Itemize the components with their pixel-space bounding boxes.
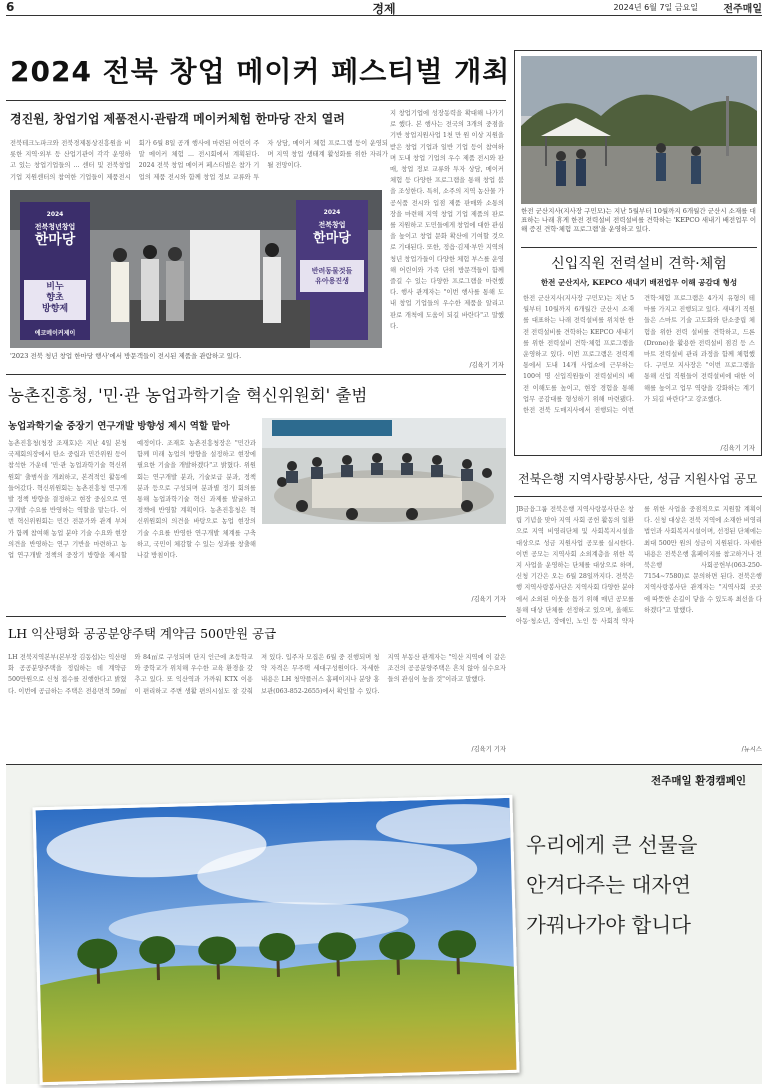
divider <box>521 247 757 248</box>
banner-left-line1: 전북청년창업 <box>34 223 76 231</box>
campaign-label: 전주매일 환경캠페인 <box>651 775 746 787</box>
divider <box>6 374 506 375</box>
banner-right-year: 2024 <box>323 209 341 216</box>
banner-left-word: 향초 <box>46 293 64 303</box>
banner-left-line2: 한마당 <box>34 232 76 248</box>
banner-right-line2: 한마당 <box>313 231 351 246</box>
festival-photo-caption: '2023 전북 청년 창업 한마당 행사'에서 방문객들이 전시된 제품을 관람하고 있다. <box>10 352 242 360</box>
banner-right-word: 유아용진생 <box>315 277 349 285</box>
banner-left <box>24 208 86 247</box>
environment-campaign-ad <box>6 764 762 1084</box>
banner-right-line1: 전북창업 <box>318 221 346 229</box>
byline: /김육기 기자 <box>471 746 506 753</box>
byline: /김육기 기자 <box>469 362 504 369</box>
page-number: 6 <box>6 0 15 14</box>
article-body-maker-festival-cont: 지 창업기업에 성장동력을 확대해 나가기로 했다. 본 행사는 전국의 3개의 중점을 기반 창업지원사업 1천 만 원 이상 지원을 받은 창업 기업과 일반 기업 등이 참여하며 도내 창업 기업의 우수 제품 전시와 판매, 창업 정보 교류와 투자 상담, 메이커 체험 등 다양한 프로그램을 통해 창업 붐을 조성한다. 특히, 소주의 지역 농산물 가공식품 전시와 입점 제품 판매와 소통의 장을 마련해 지역 창업 기업 제품의 판로를 지원하고 도민들에게 창업에 대한 관심을 높이고 창업 문화 확산에 기여할 것으로 기대된다. 또한, 정읍·김제·부안 지역의 청년 창업가들이 다양한 체험 부스를 운영해 어린이와 가족 단위 방문객들이 함께 즐길 수 있는 다양한 프로그램을 마련했다. 행사 관계자는 "이번 행사를 통해 도내 창업 기업들의 우수한 제품을 알리고 판로 개척에 도움이 되길 바란다"고 말했다. <box>390 110 504 330</box>
article-body-lh: LH 전북지역본부(본부장 김동섭)는 익산평화 공공분양주택을 정립하는 데 계약금 500만원으로 신청 접수를 진행한다고 밝혔다. 이번에 공급하는 주택은 전용면적 59㎡와 84㎡로 구성되며 단지 인근에 초등학교와 중학교가 위치해 우수한 교육 환경을 갖추고 있다. 또 익산역과 가까워 KTX 이용이 편리하고 주변 생활 편의시설도 잘 갖춰져 있다. 입주자 모집은 6월 중 진행되며 청약 자격은 무주택 세대구성원이다. 자세한 내용은 LH 청약플러스 홈페이지나 분양 홍보관(063-852-2655)에서 확인할 수 있다. 지역 부동산 관계자는 "익산 지역에 이 같은 조건의 공공분양주택은 흔치 않아 실수요자들의 관심이 높을 것"이라고 말했다. <box>8 654 506 695</box>
headline-kepco: 신입직원 전력설비 견학·체험 <box>551 256 727 272</box>
banner-left-word: 방향제 <box>41 304 69 314</box>
slogan-line: 우리에게 큰 선물을 <box>526 833 698 857</box>
festival-photo <box>10 190 382 348</box>
banner-right-word: 반려동물것들 <box>311 267 353 275</box>
banner-left-word: 비누 <box>46 282 64 292</box>
kepco-photo-caption: 한전 군산지사(지사장 구민모)는 지난 5월부터 10월까지 6개월간 군산시 소재를 대표하는 나래 휴게 한전 전력설비 전력설비를 견학하는 'KEPCO 새내기 배전업무 이해 증진 견학·체험 프로그램'을 운영하고 있다. <box>521 207 757 233</box>
kepco-article-box <box>514 50 762 456</box>
divider <box>6 100 506 101</box>
issue-date: 2024년 6월 7일 금요일 <box>613 3 698 12</box>
article-body-rda-cont <box>262 530 506 600</box>
byline: /뉴시스 <box>741 746 762 753</box>
campaign-slogan <box>526 825 756 945</box>
article-body-rda: 농촌진흥청(청장 조재호)은 지난 4일 본청 국제회의장에서 탄소 중립과 민간위원 등이 참석한 가운데 '민·관 농업과학기술 혁신위원회' 출범식을 개최하고, 본격적인 활동에 들어갔다. 혁신위원회는 농촌진흥청 연구개발 정책 방향을 결정하고 현장 중심으로 연구개발 수요를 반영하는 역할을 맡는다. 이번 혁신위원회는 민간 전문가와 관계 부처가 함께 참여해 농업 분야 기술 수요와 현장 의견을 반영하는 연구 기반을 마련하고 농업 연구개발 정책의 중장기 방향을 제시할 예정이다. 조재호 농촌진흥청장은 "민간과 함께 미래 농업의 방향을 설정하고 현장에 필요한 기술을 개발하겠다"고 밝혔다. 위원회는 연구개발 분과, 기술보급 분과, 정책 분과 등으로 구성되며 분과별 정기 회의를 통해 농업과학기술 혁신 과제를 발굴하고 정책에 반영할 계획이다. 농촌진흥청은 혁신위원회의 의견을 바탕으로 농업 현장의 기술 수요를 반영한 연구개발 체계를 구축하고, 국민이 체감할 수 있는 성과를 창출해 나갈 방침이다. <box>8 440 256 560</box>
subhead-rda: 농업과학기술 중장기 연구개발 방향성 제시 역할 맡아 <box>8 421 230 432</box>
slogan-line: 가꿔나가야 합니다 <box>526 913 691 937</box>
subhead-maker-festival: 경진원, 창업기업 제품전시·관람객 메이커체험 한마당 잔치 열려 <box>10 112 345 126</box>
rda-meeting-photo <box>262 418 506 524</box>
divider <box>514 496 762 497</box>
page-header <box>6 0 762 16</box>
headline-rda: 농촌진흥청, '민·관 농업과학기술 혁신위원회' 출범 <box>8 386 368 405</box>
article-body-kepco: 한전 군산지사(지사장 구민모)는 지난 5월부터 10월까지 6개월간 군산시 소재를 대표하는 나래 전력설비를 위치한 한전 전력설비를 견학하는 KEPCO 새내기를 위한 전력설비 견학·체험 프로그램을 운영하고 있다. 이번 프로그램은 전력계통에서 도내 14개 사업소에 근무하는 100여 명 신입직원들이 전력설비의 배전 이해도를 높이고, 현장 경험을 통해 업무 공감대를 형성하기 위해 마련됐다. 한전 전북 도매지사에서 진행되는 이번 견학·체험 프로그램은 4가지 유형의 테마를 가지고 진행되고 있다. 새내기 직원들은 스마트 기술 고도화와 탄소중립 체험을 위한 전력 설비를 견학하고, 드론(Drone)을 활용한 전력설비 점검 등 스마트 전력설비 관리 과정을 함께 체험했다. 구민모 지사장은 "이번 프로그램을 통해 신입 직원들이 전력설비에 대한 이해를 높이고 업무 역량을 강화하는 계기가 되길 바란다"고 강조했다. <box>523 295 755 415</box>
subhead-kepco: 한전 군산지사, KEPCO 새내기 배전업무 이해 공감대 형성 <box>540 278 738 287</box>
banner-left-year: 2024 <box>46 211 64 218</box>
byline: /김육기 기자 <box>471 596 506 603</box>
paper-name: 전주매일 <box>723 4 762 15</box>
headline-maker-festival: 2024 전북 창업 메이커 페스티벌 개최 <box>10 55 511 88</box>
headline-lh: LH 익산평화 공공분양주택 계약금 500만원 공급 <box>8 626 277 641</box>
article-body-maker-festival: 전북테크노파크와 전북경제통상진흥원을 비롯한 지역·외부 등 산업기관이 각각 운영하고 있는 창업기업들의 ... 센터 및 전북창업기업 지원센터의 참여한 기업들이 제품전시회가 6월 8일 공개 행사에 마련된 어린이 주말 메이커 체험 ... 전시회에서 계획된다. 2024 전북 창업 메이커 페스티벌은 참가 기업의 제품 전시와 함께 창업 정보 교류와 투자 상담, 메이커 체험 프로그램 등이 운영되며 지역 창업 생태계 활성화를 위한 자리가 될 전망이다. <box>10 140 388 181</box>
divider <box>6 616 506 617</box>
banner-right-products <box>300 266 364 286</box>
section-name: 경제 <box>372 2 396 16</box>
banner-left-company: 에코메이커제이 <box>34 330 76 337</box>
kepco-photo-art <box>521 56 757 204</box>
slogan-line: 안겨다주는 대자연 <box>526 873 691 897</box>
headline-jb-bank: 전북은행 지역사랑봉사단, 성금 지원사업 공모 <box>518 472 758 486</box>
rda-meeting-photo-art <box>262 418 506 524</box>
kepco-photo <box>521 56 757 204</box>
meadow-photo-art <box>36 798 520 1086</box>
article-body-jb-bank: JB금융그룹 전북은행 지역사랑봉사단은 창립 기념을 맞아 지역 사회 공헌 활동의 일환으로 지역 비영리단체 및 사회복지시설을 대상으로 성금 지원사업 공모를 실시한다. 이번 공모는 지역사회 소외계층을 위한 복지 사업을 운영하는 단체를 대상으로 하며, 신청 기간은 오는 6월 28일까지다. 전북은행 지역사랑봉사단은 지역사회 다양한 분야에서 소외된 이웃을 돕기 위해 매년 공모를 통해 대상 단체를 선정하고 있으며, 올해도 아동·청소년, 장애인, 노인 등 사회적 약자를 위한 사업을 중점적으로 지원할 계획이다. 신청 대상은 전북 지역에 소재한 비영리 법인과 사회복지시설이며, 선정된 단체에는 최대 500만 원의 성금이 지원된다. 자세한 내용은 전북은행 홈페이지를 참고하거나 전북은행 사회공헌부(063-250-7154~7580)로 문의하면 된다. 전북은행 지역사랑봉사단 관계자는 "지역사회 곳곳에 따뜻한 손길이 닿을 수 있도록 최선을 다하겠다"고 말했다. <box>516 506 762 626</box>
banner-left-products <box>24 282 86 315</box>
byline: /김육기 기자 <box>720 445 755 452</box>
meadow-photo <box>32 795 519 1085</box>
banner-right <box>300 206 364 245</box>
